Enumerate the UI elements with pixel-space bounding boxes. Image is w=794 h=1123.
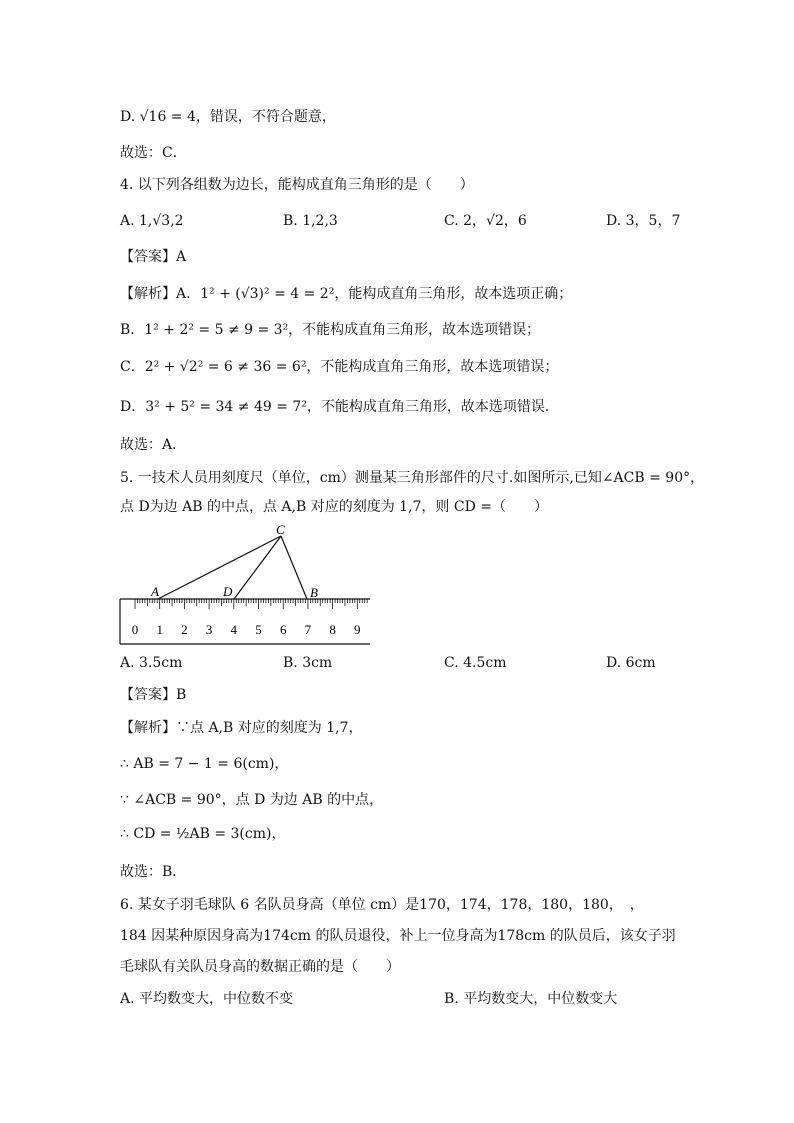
label-a: A (151, 584, 159, 599)
ruler-tick-labels (132, 622, 361, 637)
q4-analysis-3: C．2² + √2² = 6 ≠ 36 = 6²，不能构成直角三角形，故本选项错误； (120, 359, 559, 375)
label-d: D (223, 584, 233, 599)
q5-option-c: C. 4.5cm (444, 655, 507, 671)
ruler-ticks (135, 599, 367, 609)
q5-analysis-1: 【解析】∵点 A,B 对应的刻度为 1,7， (120, 720, 363, 736)
ruler-tick-label: 6 (279, 622, 287, 637)
ruler-triangle-figure (110, 518, 380, 650)
q6-option-b: B. 平均数变大，中位数变大 (444, 991, 618, 1007)
q4-option-d: D. 3，5，7 (606, 213, 681, 229)
label-b: B (310, 585, 318, 600)
q3-choose: 故选：C． (120, 145, 187, 161)
q4-option-c: C. 2，√2，6 (444, 213, 527, 229)
q5-answer: 【答案】B (120, 687, 187, 703)
q5-option-d: D. 6cm (606, 655, 656, 671)
q5-option-a: A. 3.5cm (120, 655, 183, 671)
q5-stem-1: 5. 一技术人员用刻度尺（单位，cm）测量某三角形部件的尺寸.如图所示,已知∠ACB = 90°， (120, 470, 705, 486)
q4-analysis-1: 【解析】A．1² + (√3)² = 4 = 2²，能构成直角三角形，故本选项正确； (120, 286, 573, 302)
ruler-tick-label: 8 (329, 622, 336, 637)
q4-option-a: A. 1,√3,2 (120, 213, 184, 229)
q4-choose: 故选：A． (120, 437, 187, 453)
q6-option-a: A. 平均数变大，中位数不变 (120, 991, 294, 1007)
ruler-tick-label: 1 (156, 622, 163, 637)
q6-stem-2: 184 因某种原因身高为174cm 的队员退役，补上一位身高为178cm 的队员后，该女子羽 (120, 928, 676, 944)
ruler-tick-label: 7 (304, 622, 312, 637)
q5-analysis-4: ∴ CD = ½AB = 3(cm)， (120, 826, 286, 842)
side-cb (281, 536, 307, 599)
q3-option-d: D. √16 = 4，错误，不符合题意， (120, 109, 336, 125)
q5-choose: 故选：B． (120, 864, 187, 880)
ruler-tick-label: 0 (131, 622, 139, 637)
side-ac (158, 536, 281, 599)
ruler-tick-label: 3 (205, 622, 213, 637)
q5-analysis-3: ∵ ∠ACB = 90°，点 D 为边 AB 的中点， (120, 792, 384, 808)
label-c: C (276, 522, 285, 537)
q5-analysis-2: ∴ AB = 7 − 1 = 6(cm)， (120, 756, 289, 772)
q4-stem: 4. 以下列各组数为边长，能构成直角三角形的是（ ） (120, 177, 474, 193)
ruler-tick-label: 5 (255, 622, 262, 637)
q6-stem-3: 毛球队有关队员身高的数据正确的是（ ） (120, 959, 400, 975)
q4-answer: 【答案】A (120, 249, 187, 265)
ruler-tick-label: 4 (230, 622, 238, 637)
q4-option-b: B. 1,2,3 (283, 213, 338, 229)
side-cd (234, 536, 281, 599)
q5-option-b: B. 3cm (283, 655, 333, 671)
q6-stem-1: 6. 某女子羽毛球队 6 名队员身高（单位 cm）是170，174，178，180，180， ， (120, 897, 644, 913)
q5-stem-2: 点 D为边 AB 的中点，点 A,B 对应的刻度为 1,7，则 CD =（ ） (120, 499, 549, 515)
ruler-tick-label: 2 (181, 622, 188, 637)
q4-analysis-4: D．3² + 5² = 34 ≠ 49 = 7²，不能构成直角三角形，故本选项错误． (120, 399, 559, 415)
q4-analysis-2: B．1² + 2² = 5 ≠ 9 = 3²，不能构成直角三角形，故本选项错误； (120, 322, 541, 338)
ruler-tick-label: 9 (354, 622, 361, 637)
